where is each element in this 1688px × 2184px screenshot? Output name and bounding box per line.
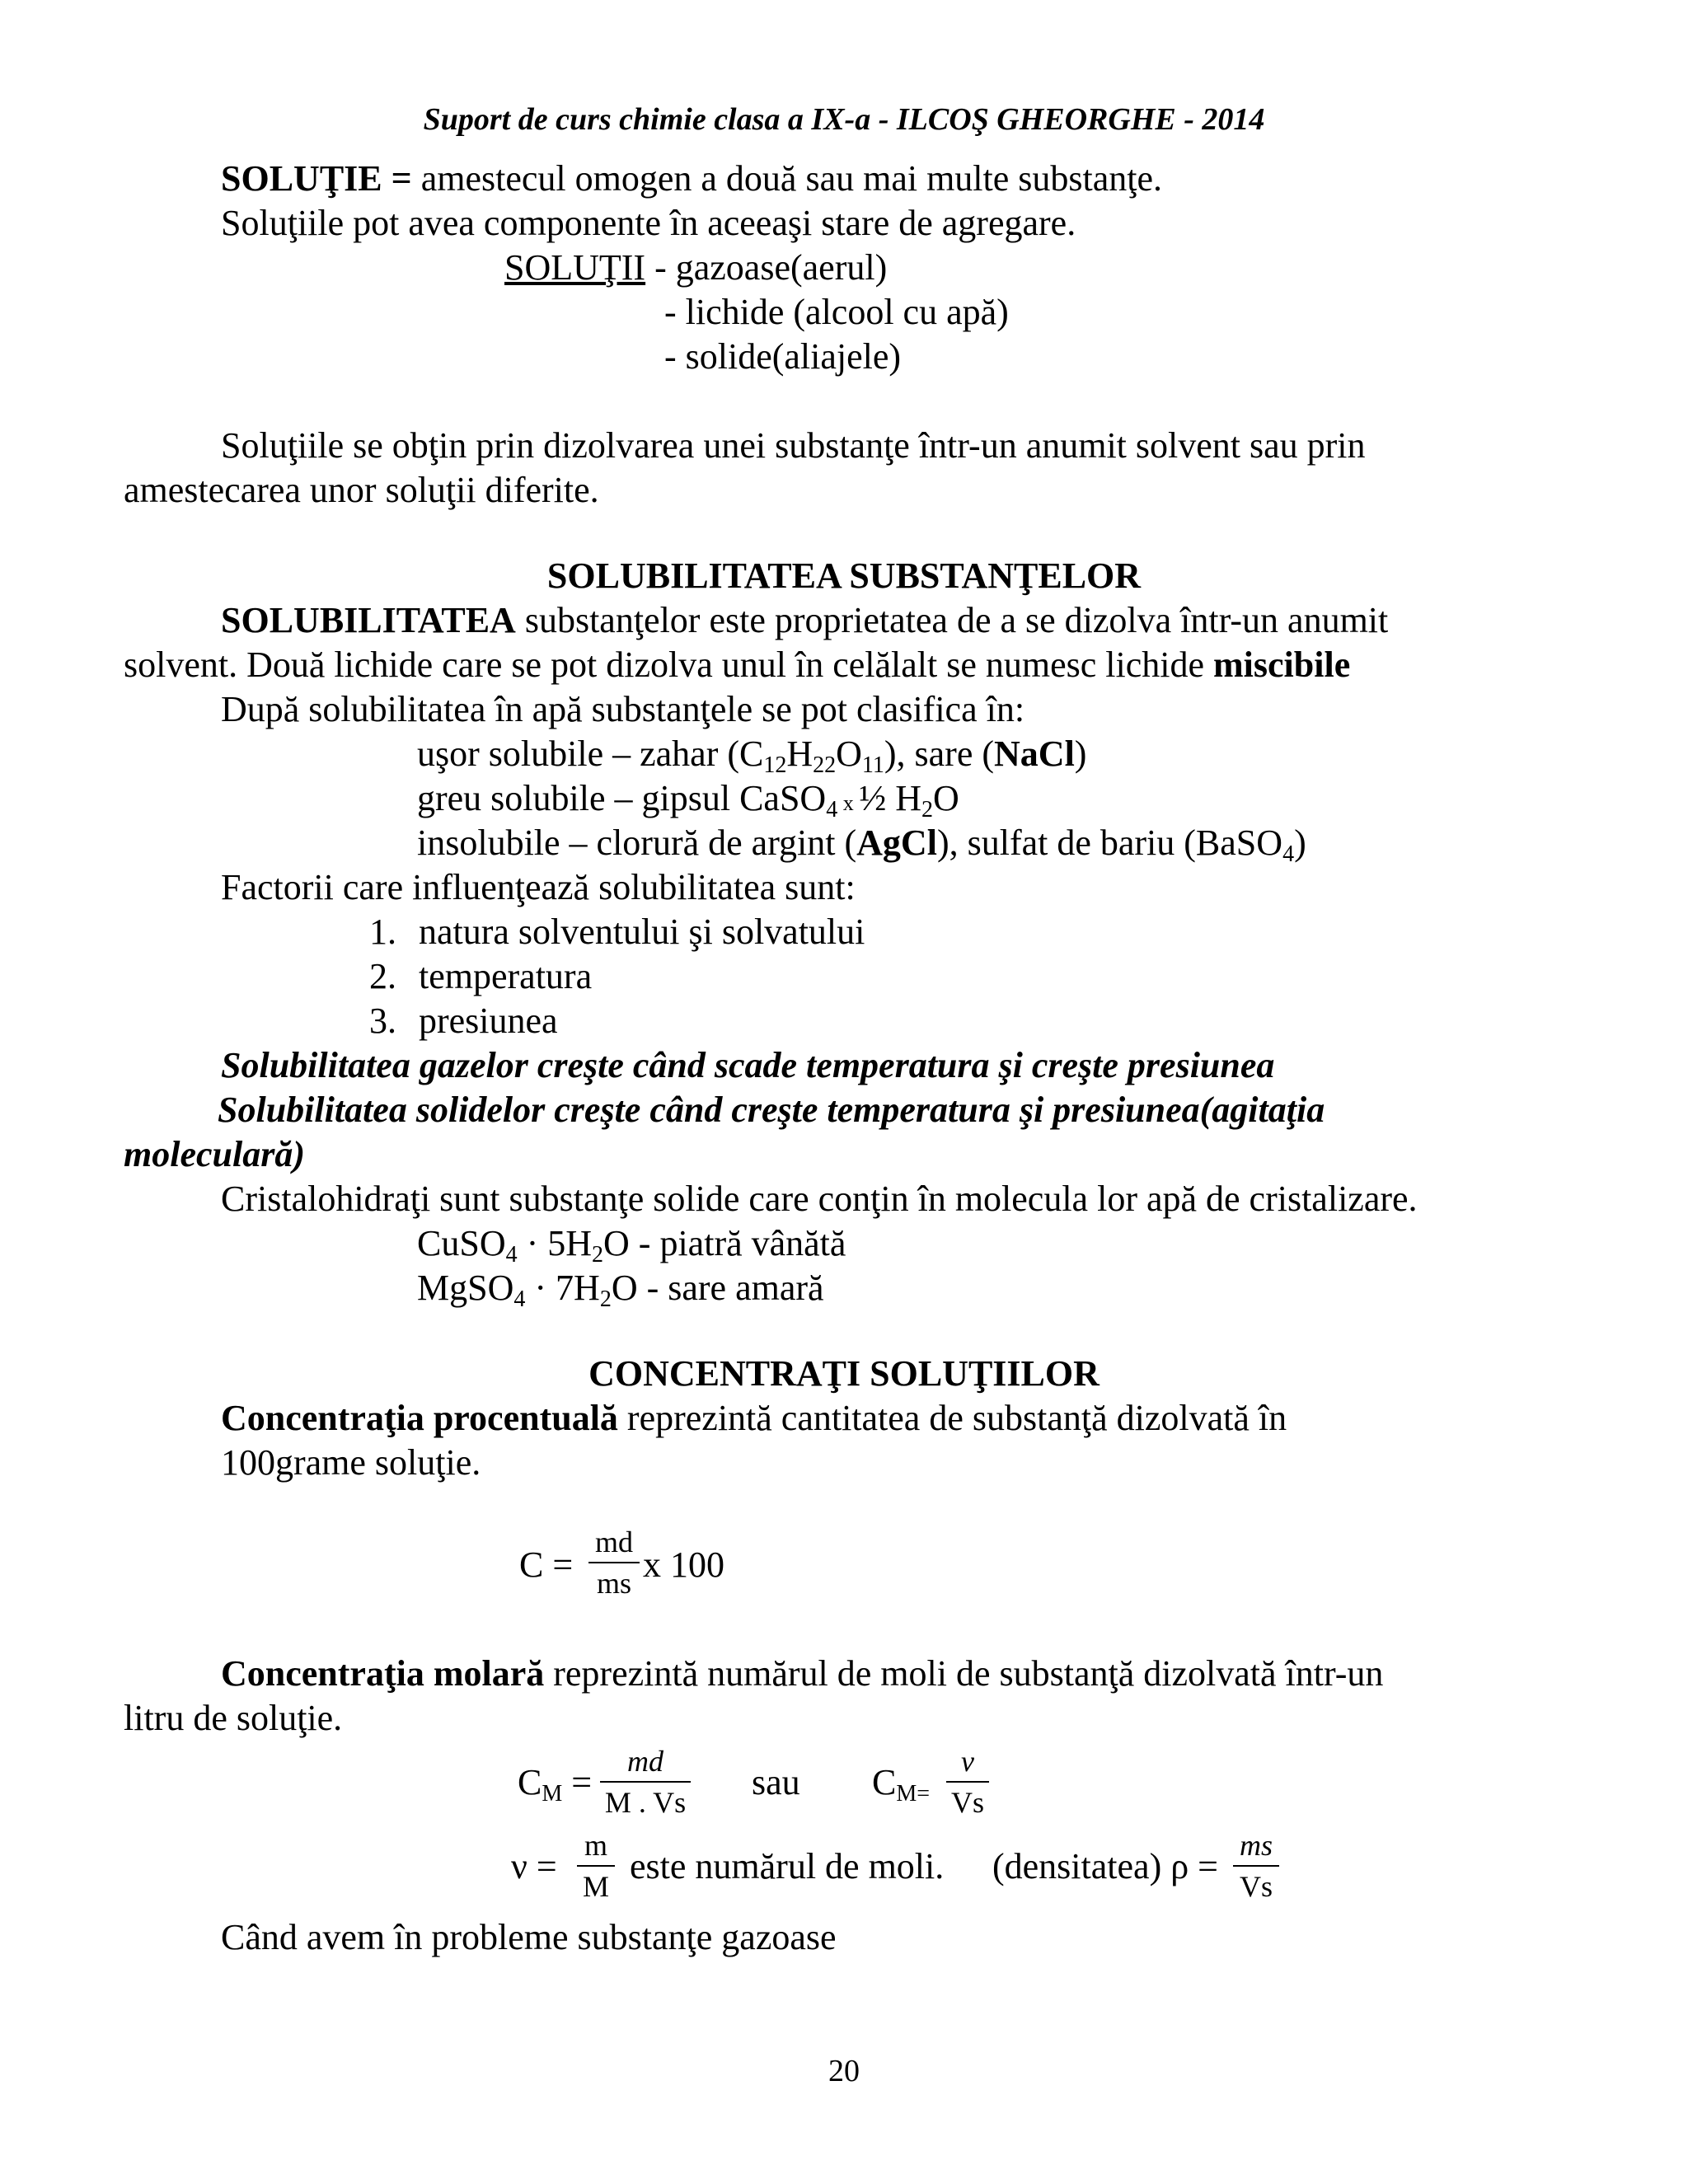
text-run: ½ H: [859, 778, 921, 818]
formula-molar-lhs: [518, 1760, 592, 1805]
text-run: =: [562, 1762, 593, 1802]
subscript: M=: [896, 1781, 931, 1807]
miscible-line: [124, 643, 1350, 687]
percent-concentration-line: [221, 1396, 1287, 1441]
formula-molar-fraction: [600, 1744, 691, 1820]
formula-moles-fraction: [577, 1828, 615, 1904]
multiply-sign: x: [837, 791, 860, 815]
text-run: greu solubile – gipsul CaSO: [417, 778, 827, 818]
text-run: ): [1074, 733, 1087, 774]
text-run: C: [518, 1762, 542, 1802]
solubility-term: SOLUBILITATEA: [221, 600, 516, 640]
text-run: ): [1294, 823, 1306, 863]
molar-concentration-line2: litru de soluţie.: [124, 1698, 343, 1738]
gas-solubility-rule: Solubilitatea gazelor creşte când scade temperatura şi creşte presiunea: [221, 1045, 1275, 1085]
subscript: 4: [1282, 841, 1295, 867]
factors-intro: Factorii care influenţează solubilitatea sunt:: [221, 867, 856, 907]
solid-solubility-rule: Solubilitatea solidelor creşte când creşte temperatura şi presiunea(agitaţia: [218, 1090, 1325, 1130]
subscript: 11: [861, 752, 884, 778]
subscript: 4: [505, 1242, 518, 1268]
factor-item: [369, 910, 865, 954]
solution-type-solid: - solide(aliajele): [664, 336, 902, 377]
fraction-denominator: M: [582, 1870, 609, 1903]
classify-line: După solubilitatea în apă substanţele se pot clasifica în:: [221, 689, 1025, 729]
dot-sign: ·: [525, 1268, 556, 1308]
solution-types-label: SOLUŢII: [504, 247, 646, 288]
text-run: uşor solubile – zahar (C: [417, 733, 764, 774]
formula-percent-rhs: x 100: [643, 1544, 724, 1585]
definition-term: SOLUŢIE =: [221, 158, 412, 199]
molar-concentration-text: reprezintă numărul de moli de substanţă dizolvată într-un: [544, 1653, 1384, 1694]
crystallohydrate-line: Cristalohidraţi sunt substanţe solide care conţin în molecula lor apă de cristalizare.: [221, 1179, 1418, 1219]
formula-mgso4: [417, 1266, 824, 1310]
solution-types-line: [504, 246, 887, 290]
molar-concentration-line: [221, 1652, 1383, 1696]
factor-item: [369, 954, 593, 999]
page-header: Suport de curs chimie clasa a IX-a - ILCOŞ GHEORGHE - 2014: [423, 102, 1265, 137]
text-run: MgSO: [417, 1268, 514, 1308]
fraction-denominator: Vs: [950, 1786, 984, 1819]
fraction-denominator: M . Vs: [604, 1786, 687, 1819]
miscible-text: solvent. Două lichide care se pot dizolva unul în celălalt se numesc lichide: [124, 644, 1214, 685]
solution-type-gas: - gazoase(aerul): [645, 247, 888, 288]
text-run: O: [932, 778, 959, 818]
text-run: C: [872, 1762, 897, 1802]
easily-soluble-line: [417, 732, 1086, 776]
factor-number: 2.: [369, 956, 396, 996]
subscript: 2: [921, 797, 933, 823]
factor-number: 3.: [369, 1001, 396, 1041]
subscript: 22: [813, 752, 837, 778]
factor-text: natura solventului şi solvatului: [419, 912, 865, 952]
text-run: insolubile – clorură de argint (: [417, 823, 857, 863]
formula-percent-fraction: [588, 1525, 640, 1601]
fraction-bar: [1233, 1865, 1279, 1867]
molar-concentration-term: Concentraţia molară: [221, 1653, 545, 1694]
formula-cuso4: [417, 1221, 846, 1266]
text-run: O - piatră vânătă: [603, 1223, 846, 1263]
subscript: 2: [599, 1286, 612, 1312]
page-number: 20: [828, 2054, 860, 2088]
text-run: 7H: [556, 1268, 600, 1308]
fraction-numerator: md: [627, 1745, 663, 1778]
formula-percent-lhs: C =: [519, 1544, 574, 1585]
formula-molar2-fraction: [946, 1744, 989, 1820]
solubility-definition: [221, 598, 1388, 643]
fraction-numerator: md: [594, 1526, 633, 1558]
formula-or: sau: [752, 1762, 800, 1802]
text-run: O: [836, 733, 862, 774]
factor-text: temperatura: [419, 956, 593, 996]
subscript: M: [542, 1781, 563, 1807]
text-run: 5H: [547, 1223, 593, 1263]
text-run: ), sulfat de bariu (BaSO: [936, 823, 1283, 863]
text-run: CuSO: [417, 1223, 506, 1263]
text-run: H: [786, 733, 814, 774]
factor-number: 1.: [369, 912, 396, 952]
factor-item: [369, 999, 558, 1043]
factor-text: presiunea: [419, 1001, 558, 1041]
fraction-bar: [600, 1781, 691, 1783]
insoluble-line: [417, 821, 1306, 865]
definition-text: amestecul omogen a două sau mai multe substanţe.: [411, 158, 1163, 199]
paragraph-line: Soluţiile se obţin prin dizolvarea unei substanţe într-un anumit solvent sau prin: [221, 425, 1366, 466]
fraction-numerator: m: [584, 1829, 607, 1862]
section-title-concentration: CONCENTRAŢI SOLUŢIILOR: [588, 1353, 1100, 1394]
fraction-denominator: ms: [596, 1567, 631, 1600]
miscible-term: miscibile: [1213, 644, 1351, 685]
solubility-definition-text: substanţelor este proprietatea de a se dizolva într-un anumit: [515, 600, 1389, 640]
fraction-bar: [588, 1562, 640, 1563]
intro-line: Soluţiile pot avea componente în aceeaşi stare de agregare.: [221, 203, 1076, 243]
subscript: 12: [763, 752, 787, 778]
fraction-denominator: Vs: [1239, 1870, 1273, 1903]
poorly-soluble-line: [417, 776, 959, 826]
percent-concentration-term: Concentraţia procentuală: [221, 1398, 618, 1438]
solution-definition: [221, 157, 1162, 201]
solid-solubility-rule-cont: moleculară): [124, 1134, 305, 1174]
fraction-numerator: ν: [961, 1745, 974, 1778]
dot-sign: ·: [517, 1223, 548, 1263]
subscript: 2: [592, 1242, 604, 1268]
fraction-bar: [577, 1865, 615, 1867]
paragraph-line: amestecarea unor soluţii diferite.: [124, 470, 599, 510]
formula-molar2-lhs: [872, 1760, 930, 1805]
formula-density-lhs: (densitatea) ρ =: [992, 1846, 1218, 1886]
formula-agcl: AgCl: [856, 823, 937, 863]
text-run: O - sare amară: [611, 1268, 824, 1308]
text-run: ), sare (: [884, 733, 995, 774]
fraction-numerator: ms: [1239, 1829, 1273, 1862]
solution-type-liquid: - lichide (alcool cu apă): [664, 292, 1009, 332]
percent-concentration-text: reprezintă cantitatea de substanţă dizolvată în: [617, 1398, 1287, 1438]
formula-nacl: NaCl: [994, 733, 1075, 774]
fraction-bar: [946, 1781, 989, 1783]
formula-density-fraction: [1233, 1828, 1279, 1904]
formula-moles-text: este numărul de moli.: [630, 1846, 945, 1886]
section-title-solubility: SOLUBILITATEA SUBSTANŢELOR: [546, 555, 1142, 596]
percent-concentration-line2: 100grame soluţie.: [221, 1442, 481, 1483]
formula-moles-lhs: ν =: [511, 1846, 557, 1886]
subscript: 4: [826, 797, 838, 823]
gas-problems-line: Când avem în probleme substanţe gazoase: [221, 1917, 837, 1957]
subscript: 4: [513, 1286, 526, 1312]
